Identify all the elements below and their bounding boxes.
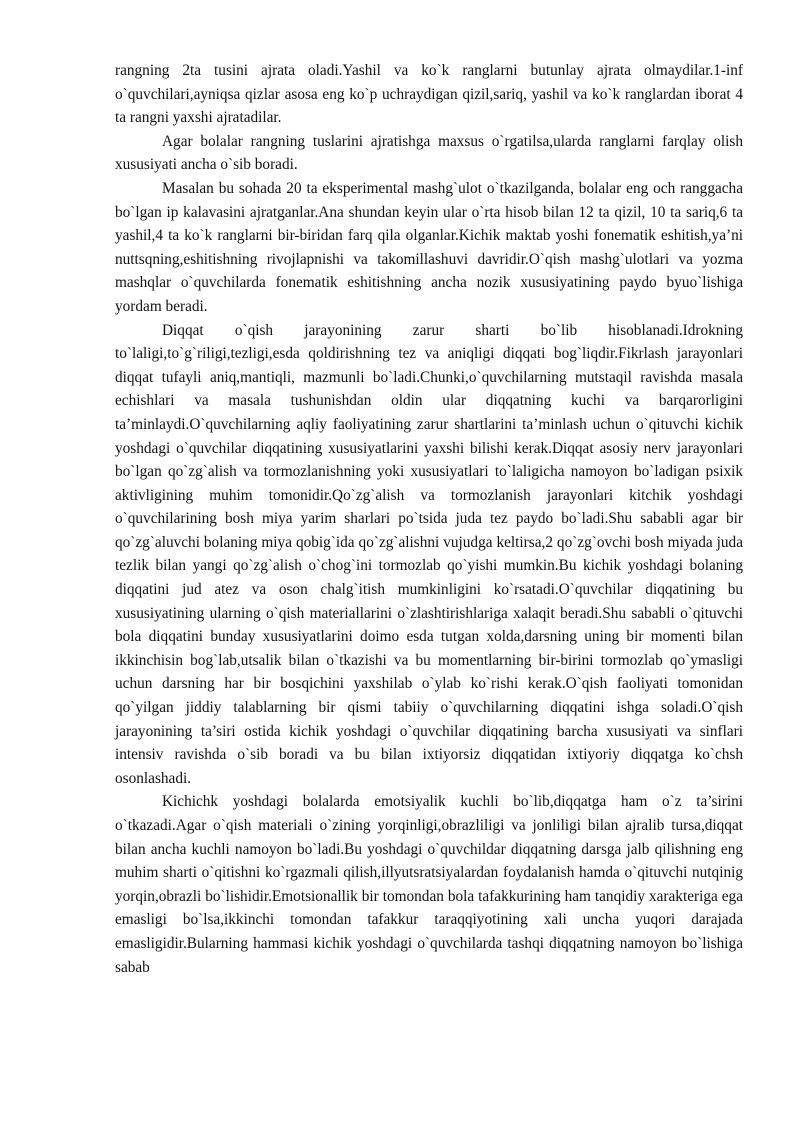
- paragraph-2: Agar bolalar rangning tuslarini ajratishga maxsus o`rgatilsa,ularda ranglarni farqlay olish xususiyati ancha o`sib boradi.: [115, 132, 743, 174]
- paragraph-1: rangning 2ta tusini ajrata oladi.Yashil va ko`k ranglarni butunlay ajrata olmaydilar.1-inf o`quvchilari,ayniqsa qizlar asosa eng ko`p uchraydigan qizil,sariq, yashil va ko`k ranglardan iborat 4 ta rangni yaxshi ajratadilar.: [115, 62, 743, 127]
- document-page: [115, 59, 743, 979]
- paragraph-5: Kichichk yoshdagi bolalarda emotsiyalik kuchli bo`lib,diqqatga ham o`z ta’sirini o`tkazadi.Agar o`qish materiali o`zining yorqinligi,obrazliligi va jonliligi bilan ajralib tursa,diqqat bilan ancha kuchli namoyon bo`ladi.Bu yoshdagi o`quvchildar diqqatning darsga jalb qilishning eng muhim sharti o`qitishni ko`rgazmali qilish,illyutsratsiyalardan foydalanish hamda o`qituvchi nutqinig yorqin,obrazli bo`lishidir.Emotsionallik bir tomondan bola tafakkurining ham tanqidiy xarakteriga ega emasligi bo`lsa,ikkinchi tomondan tafakkur taraqqiyotining xali uncha yuqori darajada emasligidir.Bularning hammasi kichik yoshdagi o`quvchilarda tashqi diqqatning namoyon bo`lishiga sabab: [115, 793, 743, 976]
- paragraph-4: Diqqat o`qish jarayonining zarur sharti bo`lib hisoblanadi.Idrokning to`laligi,to`g`riligi,tezligi,esda qoldirishning tez va aniqligi diqqati bog`liqdir.Fikrlash jarayonlari diqqat tufayli aniq,mantiqli, mazmunli bo`ladi.Chunki,o`quvchilarning mutstaqil ravishda masala echishlari va masala tushunishdan oldin ular diqqatning kuchi va barqarorligini ta’minlaydi.O`quvchilarning aqliy faoliyatining zarur shartlarini ta’minlash uchun o`qituvchi kichik yoshdagi o`quvchilar diqqatining xususiyatlarini yaxshi bilishi kerak.Diqqat asosiy nerv jarayonlari bo`lgan qo`zg`alish va tormozlanishning yoki xususiyatlari to`laligicha namoyon bo`ladigan psixik aktivligining muhim tomonidir.Qo`zg`alish va tormozlanish jarayonlari kitchik yoshdagi o`quvchilarining bosh miya yarim sharlari po`tsida juda tez paydo bo`ladi.Shu sababli agar bir qo`zg`aluvchi bolaning miya qobig`ida qo`zg`alishni vujudga keltirsa,2 qo`zg`ovchi bosh miyada juda tezlik bilan yangi qo`zg`alish o`chog`ini tormozlab qo`yishi mumkin.Bu kichik yoshdagi bolaning diqqatini jud atez va oson chalg`itish mumkinligini ko`rsatadi.O`quvchilar diqqatining bu xususiyatining ularning o`qish materiallarini o`zlashtirishlariga xalaqit beradi.Shu sababli o`qituvchi bola diqqatini bunday xususiyatlarini doimo esda tutgan xolda,darsning uning bir momenti bilan ikkinchisin bog`lab,utsalik bilan o`tkazishi va bu momentlarning bir-birini tormozlab qo`ymasligi uchun darsning har bir bosqichini yaxshilab o`ylab ko`rishi kerak.O`qish faoliyati tomonidan qo`yilgan jiddiy talablarning bir qismi tabiiy o`quvchilarning diqqatini ishga soladi.O`qish jarayonining ta’siri ostida kichik yoshdagi o`quvchilar diqqatining barcha xususiyati va sinflari intensiv ravishda o`sib boradi va bu bilan ixtiyorsiz diqqatidan ixtiyoriy diqqatga ko`chsh osonlashadi.: [115, 321, 743, 787]
- paragraph-3: Masalan bu sohada 20 ta eksperimental mashg`ulot o`tkazilganda, bolalar eng och ranggacha bo`lgan ip kalavasini ajratganlar.Ana shundan keyin ular o`rta hisob bilan 12 ta qizil, 10 ta sariq,6 ta yashil,4 ta ko`k ranglarni bir-biridan farq qila olganlar.Kichik maktab yoshi fonematik eshitish,ya’ni nuttsqning,eshitishning rivojlapnishi va takomillashuvi davridir.O`qish mashg`ulotlari va yozma mashqlar o`quvchilarda fonematik eshitishning ancha nozik xususiyatining paydo byuo`lishiga yordam beradi.: [115, 179, 743, 315]
